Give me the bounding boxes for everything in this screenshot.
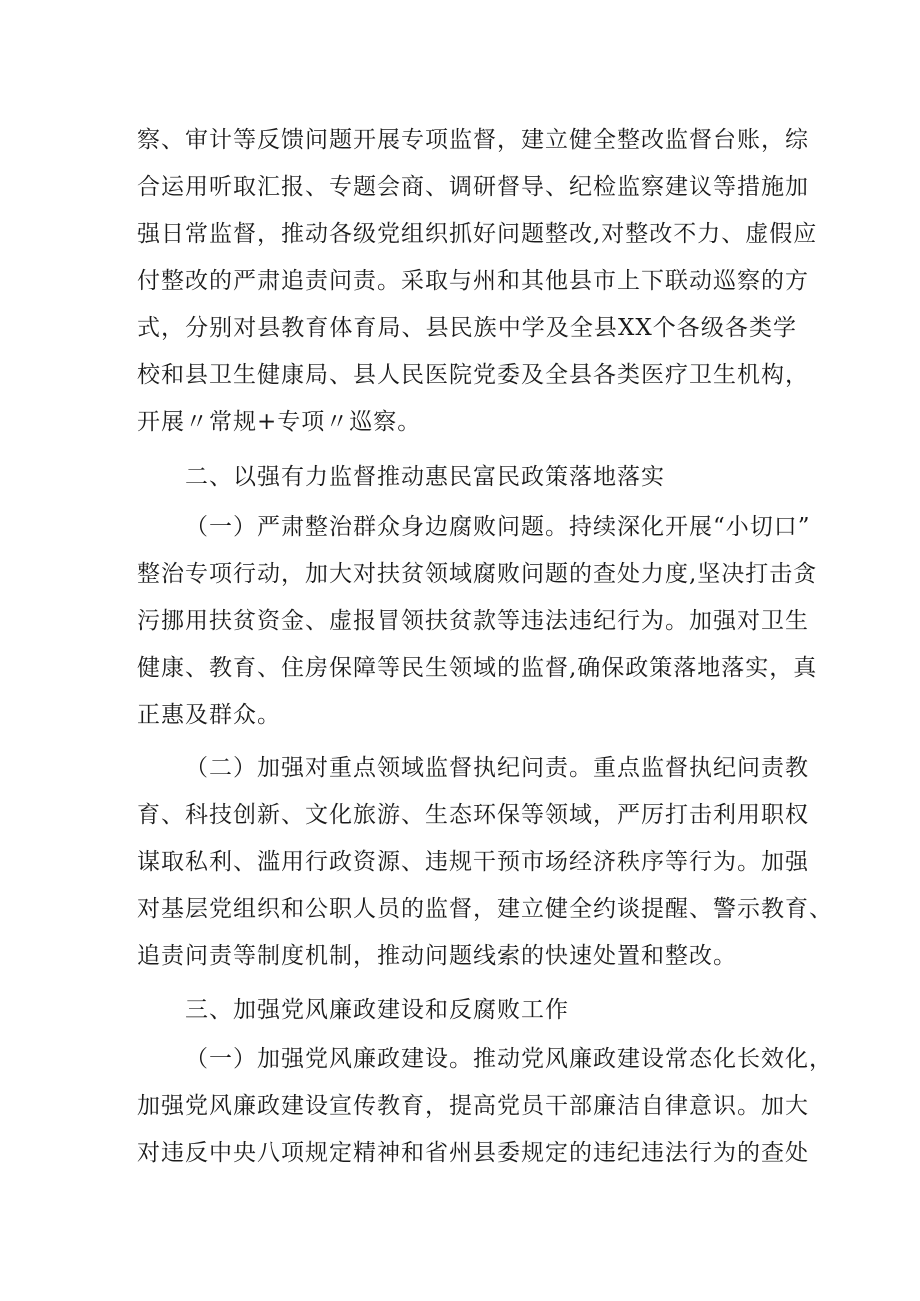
paragraph-line: 察、审计等反馈问题开展专项监督，建立健全整改监督台账，综 xyxy=(137,127,809,153)
paragraph-line: 合运用听取汇报、专题会商、调研督导、纪检监察建议等措施加 xyxy=(137,174,809,200)
paragraph-line: 整治专项行动，加大对扶贫领域腐败问题的查处力度,坚决打击贪 xyxy=(137,561,818,587)
paragraph-line: 开展〃常规+专项〃巡察。 xyxy=(137,409,422,435)
paragraph-line: 健康、教育、住房保障等民生领域的监督,确保政策落地落实，真 xyxy=(137,655,818,681)
paragraph-line: 污挪用扶贫资金、虚报冒领扶贫款等违法违纪行为。加强对卫生 xyxy=(137,608,809,634)
paragraph-line: 正惠及群众。 xyxy=(137,702,281,728)
paragraph-line: 付整改的严肃追责问责。采取与州和其他县市上下联动巡察的方 xyxy=(137,268,809,294)
paragraph-line: 追责问责等制度机制，推动问题线索的快速处置和整改。 xyxy=(137,943,737,969)
paragraph-line: 式，分别对县教育体育局、县民族中学及全县XX个各级各类学 xyxy=(137,315,797,341)
paragraph-line: （一）严肃整治群众身边腐败问题。持续深化开展“小切口” xyxy=(185,514,811,540)
paragraph-line: （二）加强对重点领域监督执纪问责。重点监督执纪问责教 xyxy=(185,755,809,781)
paragraph-line: 校和县卫生健康局、县人民医院党委及全县各类医疗卫生机构， xyxy=(137,362,809,388)
paragraph-line: （一）加强党风廉政建设。推动党风廉政建设常态化长效化， xyxy=(185,1046,833,1072)
paragraph-line: 强日常监督，推动各级党组织抓好问题整改,对整改不力、虚假应 xyxy=(137,221,818,247)
paragraph-line: 加强党风廉政建设宣传教育，提高党员干部廉洁自律意识。加大 xyxy=(137,1093,809,1119)
paragraph-line: 对违反中央八项规定精神和省州县委规定的违纪违法行为的查处 xyxy=(137,1140,809,1166)
paragraph-line: 谋取私利、滥用行政资源、违规干预市场经济秩序等行为。加强 xyxy=(137,849,809,875)
paragraph-line: 育、科技创新、文化旅游、生态环保等领域，严厉打击利用职权 xyxy=(137,802,809,828)
section-heading: 二、以强有力监督推动惠民富民政策落地落实 xyxy=(185,464,665,490)
paragraph-line: 对基层党组织和公职人员的监督，建立健全约谈提醒、警示教育、 xyxy=(137,896,833,922)
section-heading: 三、加强党风廉政建设和反腐败工作 xyxy=(185,997,569,1023)
